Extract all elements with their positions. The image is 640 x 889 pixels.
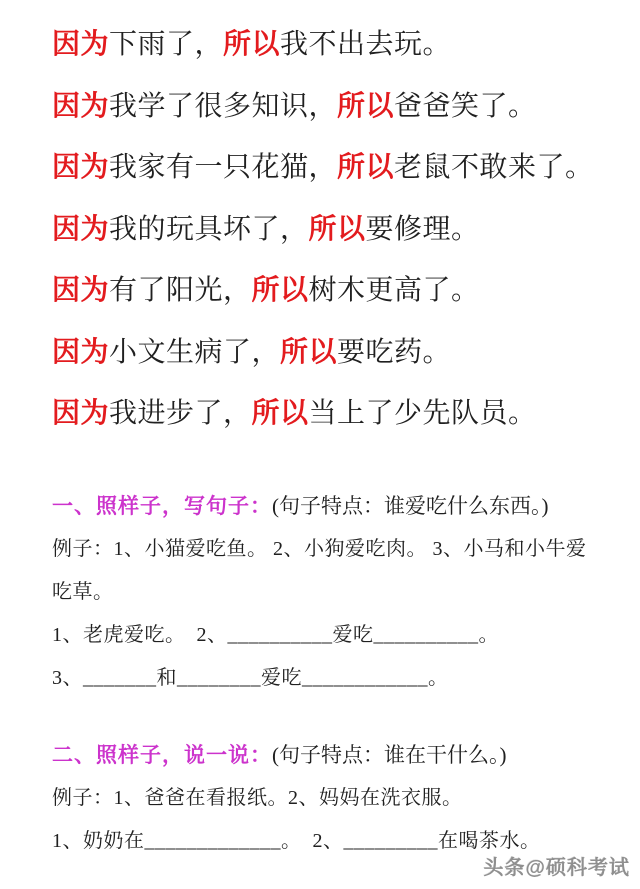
so-connective: 所以 [223,29,281,60]
sentence-row [52,76,620,138]
cause-text: 我进步了， [109,398,252,429]
sentence-row [52,260,620,322]
sentence-row [52,322,620,384]
exercise-section-1 [52,484,604,700]
so-connective: 所以 [337,152,395,183]
so-connective: 所以 [251,398,309,429]
sentence-row [52,137,620,199]
section-2-heading-label: 二、照样子，说一说： [52,743,272,767]
effect-text: 我不出去玩。 [280,29,452,60]
so-connective: 所以 [337,90,395,122]
because-connective: 因为 [52,213,110,245]
sentence-row [52,383,620,445]
because-so-sentence-list [52,14,620,445]
toutiao-watermark: 头条@硕科考试 [483,857,630,879]
cause-text: 我的玩具坏了， [109,213,309,245]
effect-text: 要修理。 [365,213,480,245]
cause-text: 我学了很多知识， [109,90,338,122]
effect-text: 要吃药。 [337,336,452,368]
cause-text: 我家有一只花猫， [109,152,338,183]
section-2-heading [52,733,604,777]
effect-text: 爸爸笑了。 [394,90,537,122]
sentence-row [52,14,620,76]
because-connective: 因为 [52,398,110,429]
because-connective: 因为 [52,336,110,368]
section-2-heading-note: (句子特点：谁在干什么。) [272,743,507,767]
so-connective: 所以 [308,213,366,245]
effect-text: 当上了少先队员。 [308,398,537,429]
section-1-example: 例子：1、小猫爱吃鱼。 2、小狗爱吃肉。 3、小马和小牛爱吃草。 [52,538,587,603]
cause-text: 有了阳光， [109,275,252,306]
so-connective: 所以 [251,275,309,306]
section-1-heading-label: 一、照样子，写句子： [52,494,272,518]
because-connective: 因为 [52,90,110,122]
because-connective: 因为 [52,152,110,183]
section-1-heading [52,484,604,528]
section-2-blank-item: 1、奶奶在_____________。 2、_________在喝茶水。 [52,830,541,852]
sentence-row [52,199,620,261]
section-1-blank-item: 1、老虎爱吃。 2、__________爱吃__________。 [52,624,499,646]
section-1-heading-note: (句子特点：谁爱吃什么东西。) [272,494,549,518]
so-connective: 所以 [280,336,338,368]
cause-text: 下雨了， [109,29,224,60]
because-connective: 因为 [52,29,110,60]
cause-text: 小文生病了， [109,336,281,368]
effect-text: 老鼠不敢来了。 [394,152,594,183]
effect-text: 树木更高了。 [308,275,480,306]
section-1-blank-item: 3、_______和________爱吃____________。 [52,667,449,689]
because-connective: 因为 [52,275,110,306]
exercise-section-2 [52,733,604,863]
section-2-example: 例子：1、爸爸在看报纸。2、妈妈在洗衣服。 [52,787,463,809]
